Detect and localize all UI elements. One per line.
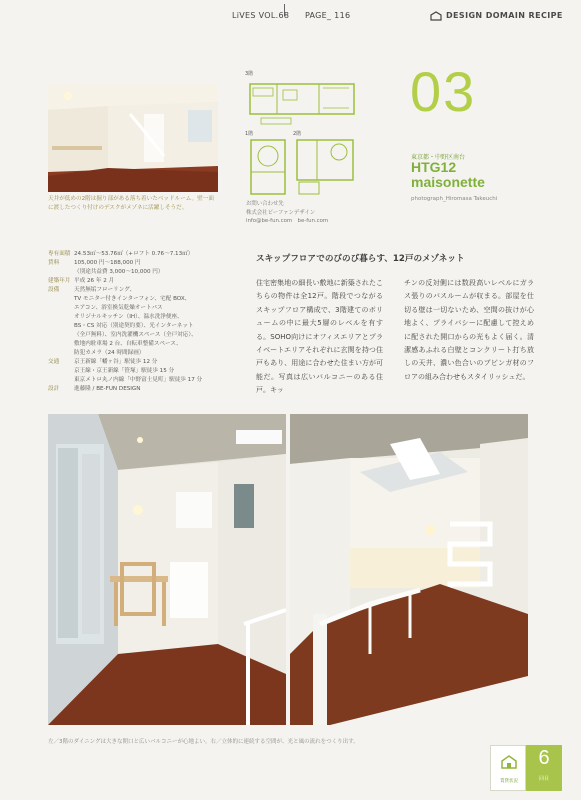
floorplan-label-1f: 1階 xyxy=(245,131,254,137)
skip-floor-photo xyxy=(290,414,528,725)
contact-line-2: 株式会社ビーファンデザイン xyxy=(246,209,316,216)
article-body-col-1: 住宅密集地の細長い敷地に新築されたこちらの物件は全12戸。階段でつながるスキップフロア構成で、3階建てのボリュームの中に最大5層のレベルを有する。SOHO向けにオフィスエリアとプライベートエリアそれぞれに玄関を持つ住戸もあり、用途に合わせた住まい方が可能だ。写真は広いバルコニーのある住戸。キッ xyxy=(256,279,383,395)
spec-row xyxy=(48,367,244,376)
spec-row xyxy=(48,331,244,340)
badge-number: 6 xyxy=(538,747,550,769)
property-name: HTG12 maisonette xyxy=(411,159,485,190)
spec-value: TV モニター付きインターフォン、宅配 BOX、 xyxy=(74,296,191,302)
floorplan-1f xyxy=(249,138,289,198)
spec-row xyxy=(48,250,244,259)
spec-value: 105,000 円〜188,000 円 xyxy=(74,260,141,266)
spec-label: 設計 xyxy=(48,386,60,392)
spec-label xyxy=(48,331,74,340)
spec-value: 敷地内駐車場 2 台、自転車整備スペース、 xyxy=(74,341,182,347)
spec-value: 進藤隆 / BE-FUN DESIGN xyxy=(74,386,141,392)
spec-row xyxy=(48,340,244,349)
badge-right-panel xyxy=(526,745,562,791)
spec-label xyxy=(48,322,74,331)
badge-label: 賃貸状況 xyxy=(500,779,518,784)
spec-row xyxy=(48,286,244,295)
floorplan-label-3f: 3階 xyxy=(245,71,254,77)
spec-value: 天然無垢フローリング、 xyxy=(74,287,136,293)
floorplan-2f xyxy=(295,138,357,198)
spec-label: 賃料 xyxy=(48,260,60,266)
bedroom-photo xyxy=(48,84,218,192)
contact-line-3: info@be-fun.com be-fun.com xyxy=(246,218,329,224)
spec-value: （別途共益費 3,000〜10,000 円） xyxy=(74,269,164,275)
contact-info xyxy=(246,200,328,226)
spec-row xyxy=(48,349,244,358)
spec-row xyxy=(48,376,244,385)
spec-row xyxy=(48,322,244,331)
spec-row xyxy=(48,358,244,367)
spec-label xyxy=(48,340,74,349)
page-label: PAGE_ 116 xyxy=(304,11,351,20)
spec-value: 京王新線「幡ヶ谷」駅徒歩 12 分 xyxy=(74,359,158,365)
spec-row xyxy=(48,313,244,322)
spec-value: BS・CS 対応（別途契約要）、光インターネット xyxy=(74,323,194,329)
series-logo: DESIGN DOMAIN RECIPE xyxy=(446,11,563,20)
badge-left-panel xyxy=(490,745,526,791)
spec-label: 建築年月 xyxy=(48,278,71,284)
bedroom-caption: 天井が低めの2階は掘り部がある落ち着いたベッドルーム。壁一面に渡したつくり付けのデスクがメゾネに活躍しそうだ。 xyxy=(48,196,214,211)
spec-value: 東京メトロ丸ノ内線「中野富士見町」駅徒歩 17 分 xyxy=(74,377,203,383)
dining-photo xyxy=(48,414,286,725)
spec-label: 設備 xyxy=(48,287,60,293)
spec-value: エアコン、浴室換気乾燥オートバス xyxy=(74,305,163,311)
photographer-credit: photograph_Hiromasa Takeuchi xyxy=(411,196,498,202)
issue-label: LiVES VOL.68 xyxy=(232,11,290,20)
spec-label xyxy=(48,295,74,304)
spec-row xyxy=(48,277,244,286)
spec-row xyxy=(48,385,244,394)
photos-caption: 左／3階のダイニングは大きな開口と広いバルコニーが心地よい。右／立体的に連続する空間が、光と風の流れをつくり出す。 xyxy=(48,739,359,745)
spec-value: 防犯カメラ（24 時間録画） xyxy=(74,350,145,356)
spec-row xyxy=(48,295,244,304)
floorplan-label-2f: 2階 xyxy=(293,131,302,137)
spec-table xyxy=(48,250,244,394)
badge-number-sub: 回目 xyxy=(538,776,549,782)
house-icon xyxy=(500,754,518,770)
spec-label xyxy=(48,313,74,322)
house-logo-icon xyxy=(430,11,442,21)
contact-line-1: お問い合わせ先 xyxy=(246,201,284,207)
spec-value: 平成 26 年 2 月 xyxy=(74,278,115,284)
spec-label: 交通 xyxy=(48,359,60,365)
floor-plan xyxy=(243,70,365,202)
spec-row xyxy=(48,259,244,268)
article-headline: スキップフロアでのびのび暮らす、12戸のメゾネット xyxy=(256,254,465,264)
spec-value: 24.53㎡〜53.76㎡（+ロフト 0.76〜7.13㎡） xyxy=(74,251,194,257)
series-badge xyxy=(490,745,562,791)
spec-label xyxy=(48,304,74,313)
spec-label xyxy=(48,349,74,358)
spec-label xyxy=(48,268,74,277)
floorplan-3f xyxy=(249,78,359,126)
spec-value: 京王線・京王新線「笹塚」駅徒歩 15 分 xyxy=(74,368,175,374)
spec-value: オリジナルキッチン（IH）、温水洗浄便座、 xyxy=(74,314,183,320)
property-location: 東京都・中野区南台 xyxy=(411,154,466,161)
spec-label xyxy=(48,376,74,385)
spec-value: （全戸無料）、室内洗濯機スペース（全戸対応）、 xyxy=(74,332,197,338)
spec-row xyxy=(48,268,244,277)
spec-label xyxy=(48,367,74,376)
property-number: 03 xyxy=(410,60,477,123)
spec-row xyxy=(48,304,244,313)
article-body-col-2: チンの反対側には数段高いレベルにガラス張りのバスルームが収まる。部屋を仕切る壁は一切ないため、空間の抜けが心地よく、プライバシーに配慮して控えめに配された開口からの光もよく届く。清潔感あふれる白壁とコンクリート打ち放しの天井、濃い色合いのブビンガ材のフロアの組み合わせもスタイリッシュだ。 xyxy=(404,279,534,381)
spec-label: 専有面積 xyxy=(48,251,71,257)
issue-page-line xyxy=(232,11,350,20)
